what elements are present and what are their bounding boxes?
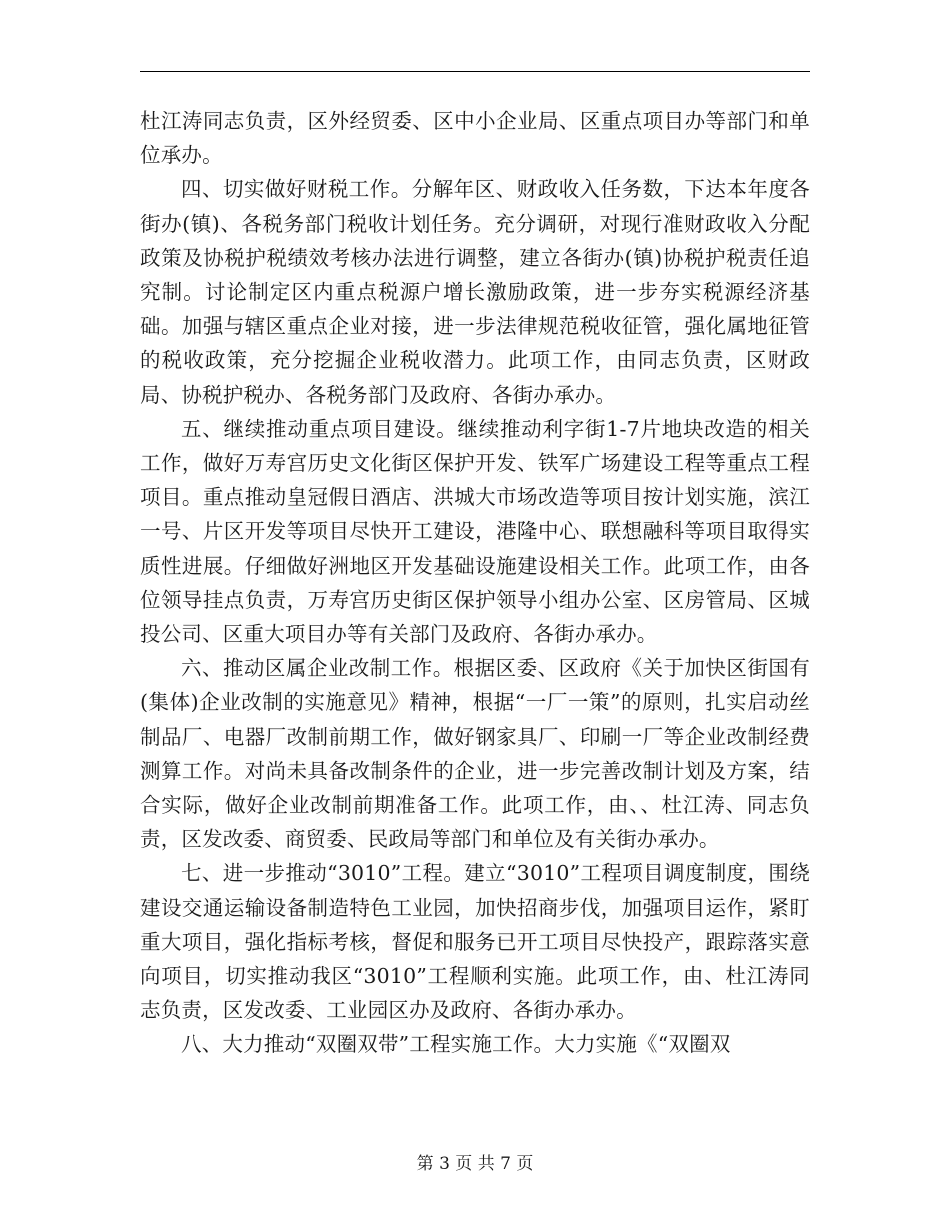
paragraph-continuation: 杜江涛同志负责，区外经贸委、区中小企业局、区重点项目办等部门和单位承办。 xyxy=(140,109,810,168)
document-body xyxy=(140,104,810,1062)
page-number-footer: 第 3 页 共 7 页 xyxy=(416,1154,534,1174)
paragraph-section-5: 五、继续推动重点项目建设。继续推动利字街1-7片地块改造的相关工作，做好万寿宫历史文化街区保护开发、铁军广场建设工程等重点工程项目。重点推动皇冠假日酒店、洪城大市场改造等项目按计划实施，滨江一号、片区开发等项目尽快开工建设，港隆中心、联想融科等项目取得实质性进展。仔细做好洲地区开发基础设施建设相关工作。此项工作，由各位领导挂点负责，万寿宫历史街区保护领导小组办公室、区房管局、区城投公司、区重大项目办等有关部门及政府、各街办承办。 xyxy=(140,416,810,647)
paragraph-section-4: 四、切实做好财税工作。分解年区、财政收入任务数，下达本年度各街办(镇)、各税务部门税收计划任务。充分调研，对现行准财政收入分配政策及协税护税绩效考核办法进行调整，建立各街办(镇)协税护税责任追究制。讨论制定区内重点税源户增长激励政策，进一步夯实税源经济基础。加强与辖区重点企业对接，进一步法律规范税收征管，强化属地征管的税收政策，充分挖掘企业税收潜力。此项工作，由同志负责，区财政局、协税护税办、各税务部门及政府、各街办承办。 xyxy=(140,177,810,407)
paragraph-section-8: 八、大力推动“双圈双带”工程实施工作。大力实施《“双圈双 xyxy=(181,1032,731,1057)
paragraph-section-6: 六、推动区属企业改制工作。根据区委、区政府《关于加快区街国有(集体)企业改制的实施意见》精神，根据“一厂一策”的原则，扎实启动丝制品厂、电器厂改制前期工作，做好钢家具厂、印刷一厂等企业改制经费测算工作。对尚未具备改制条件的企业，进一步完善改制计划及方案，结合实际，做好企业改制前期准备工作。此项工作，由、、杜江涛、同志负责，区发改委、商贸委、民政局等部门和单位及有关街办承办。 xyxy=(140,656,810,852)
paragraph-section-7: 七、进一步推动“3010”工程。建立“3010”工程项目调度制度，围绕建设交通运输设备制造特色工业园，加快招商步伐，加强项目运作，紧盯重大项目，强化指标考核，督促和服务已开工项目尽快投产，跟踪落实意向项目，切实推动我区“3010”工程顺利实施。此项工作，由、杜江涛同志负责，区发改委、工业园区办及政府、各街办承办。 xyxy=(140,861,810,1023)
header-rule xyxy=(140,71,810,72)
